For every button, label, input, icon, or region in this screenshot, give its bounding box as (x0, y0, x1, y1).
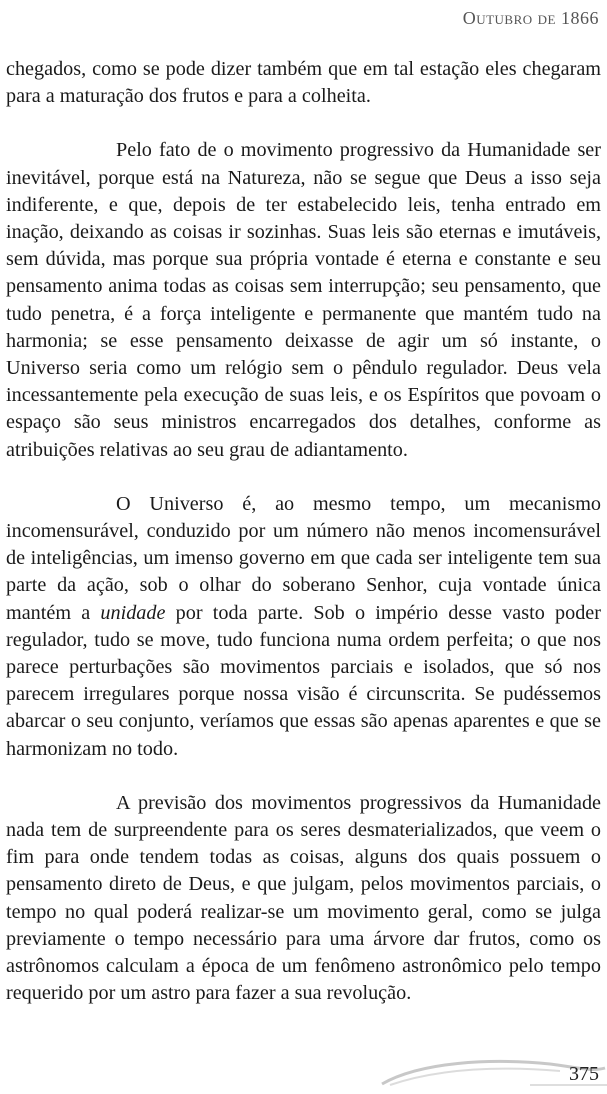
paragraph-universe (6, 491, 601, 763)
paragraph-universe-part1: O Universo é, ao mesmo tempo, um mecanismo incomensurável, conduzido por um número não menos incomensurável de inteligências, um imenso governo em que cada ser inteligente tem sua parte da ação, sob o olhar do soberano Senhor, cuja vontade única mantém a (6, 492, 601, 624)
paragraph-progress: Pelo fato de o movimento progressivo da Humanidade ser inevitável, porque está na Natureza, não se segue que Deus a isso seja indiferente, e que, depois de ter estabelecido leis, tenha entrado em inação, deixando as coisas ir sozinhas. Suas leis são eternas e imutáveis, sem dúvida, mas porque sua própria vontade é eterna e constante e seu pensamento anima todas as coisas sem interrupção; seu pensamento, que tudo penetra, é a força inteligente e permanente que mantém tudo na harmonia; se esse pensamento deixasse de agir um só instante, o Universo seria como um relógio sem o pêndulo regulador. Deus vela incessantemente pela execução de suas leis, e os Espíritos que povoam o espaço são seus ministros encarregados dos detalhes, conforme as atribuições relativas ao seu grau de adiantamento. (6, 139, 601, 461)
running-header: Outubro de 1866 (462, 8, 599, 28)
emphasis-unidade: unidade (100, 601, 166, 624)
paragraph-prevision: A previsão dos movimentos progressivos da Humanidade nada tem de surpreendente para os seres desmaterializados, que veem o fim para onde tendem todas as coisas, alguns dos quais possuem o pensamento direto de Deus, e que julgam, pelos movimentos parciais, o tempo no qual poderá realizar-se um movimento geral, como se julga previamente o tempo necessário para uma árvore dar frutos, como os astrônomos calculam a época de um fenômeno astronômico pelo tempo requerido por um astro para fazer a sua revolução. (6, 791, 601, 1005)
page-number: 375 (569, 1063, 599, 1085)
paragraph-universe-part2: por toda parte. Sob o império desse vasto poder regulador, tudo se move, tudo funciona numa ordem perfeita; o que nos parece perturbações são movimentos parciais e isolados, que só nos parecem irregulares porque nossa visão é circunscrita. Se pudéssemos abarcar o seu conjunto, veríamos que essas são apenas aparentes e que se harmonizam no todo. (6, 601, 601, 760)
paragraph-continuation: chegados, como se pode dizer também que em tal estação eles chegaram para a maturação dos frutos e para a colheita. (6, 58, 601, 108)
body-text (6, 56, 601, 1008)
page-footer (0, 1044, 607, 1094)
